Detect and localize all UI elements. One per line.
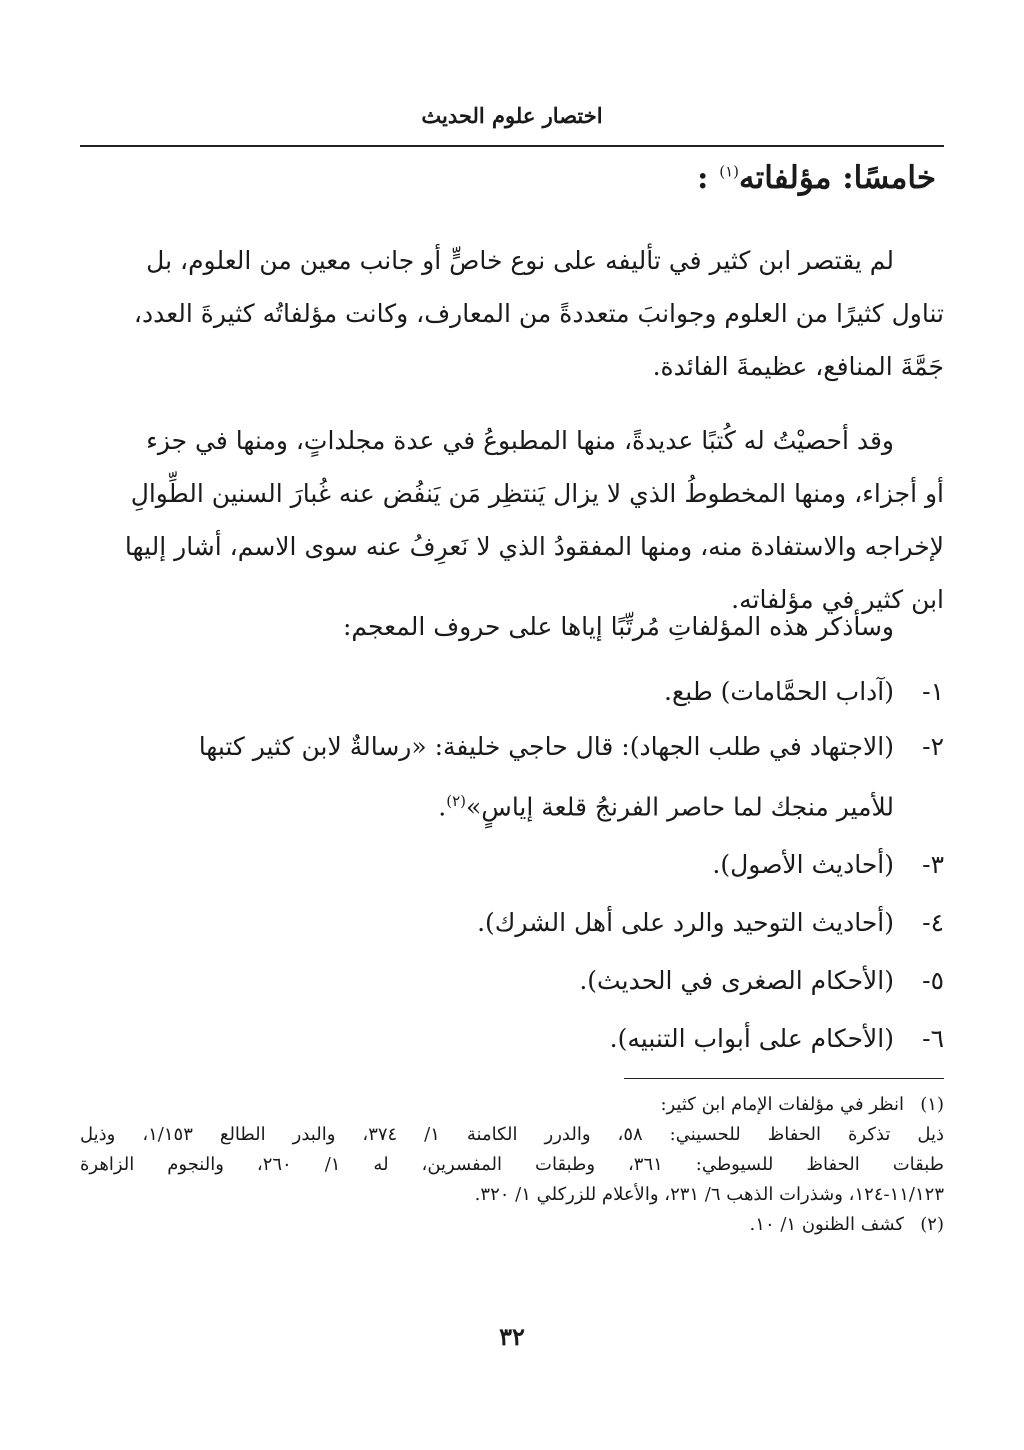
footnote-number: (١) bbox=[920, 1094, 944, 1115]
footnote-number: (٢) bbox=[920, 1214, 944, 1235]
paragraph-line: ابن كثير في مؤلفاته. bbox=[731, 585, 944, 614]
item-number: ٥- bbox=[922, 966, 944, 996]
list-item bbox=[80, 895, 944, 950]
item-text: (الاجتهاد في طلب الجهاد): قال حاجي خليفة: «رسالةٌ لابن كثير كتبها bbox=[198, 732, 894, 761]
item-text: (آداب الحمَّامات) طبع. bbox=[664, 677, 894, 706]
list-item bbox=[80, 953, 944, 1008]
item-text: (الأحكام على أبواب التنبيه). bbox=[609, 1024, 894, 1054]
list-item bbox=[80, 837, 944, 892]
paragraph-2 bbox=[80, 414, 944, 626]
item-number: ٤- bbox=[922, 908, 944, 938]
item-number: ١- bbox=[922, 677, 944, 706]
section-title-colon: : bbox=[696, 160, 709, 196]
paragraph-line: لم يقتصر ابن كثير في تأليفه على نوع خاصٍّ أو جانب معين من العلوم، بل bbox=[146, 246, 894, 275]
list-intro: وسأذكر هذه المؤلفاتِ مُرتِّبًا إياها على حروف المعجم: bbox=[342, 612, 894, 641]
footnote-line: ١١/١٢٣-١٢٤، وشذرات الذهب ٦/ ٢٣١، والأعلام للزركلي ١/ ٣٢٠. bbox=[474, 1184, 944, 1205]
footnote-ref-2[interactable]: (٢) bbox=[446, 792, 466, 810]
footnote-2 bbox=[80, 1210, 944, 1240]
item-number: ٣- bbox=[922, 850, 944, 880]
item-text: (الأحكام الصغرى في الحديث). bbox=[579, 966, 894, 996]
footnotes bbox=[80, 1090, 944, 1240]
item-number: ٦- bbox=[922, 1024, 944, 1054]
footnote-line: طبقات الحفاظ للسيوطي: ٣٦١، وطبقات المفسرين، له ١/ ٢٦٠، والنجوم الزاهرة bbox=[80, 1154, 944, 1175]
list-item bbox=[80, 664, 944, 719]
section-title-text: خامسًا: مؤلفاته bbox=[739, 160, 936, 196]
item-text: (أحاديث الأصول). bbox=[712, 850, 894, 880]
running-head: اختصار علوم الحديث bbox=[421, 103, 603, 128]
footnote-text: كشف الظنون ١/ ١٠. bbox=[749, 1214, 904, 1235]
works-list bbox=[80, 664, 944, 1066]
footnote-1-sources bbox=[80, 1120, 944, 1210]
paragraph-line: وقد أحصيْتُ له كُتبًا عديدةً، منها المطبوعُ في عدة مجلداتٍ، ومنها في جزء bbox=[146, 426, 894, 455]
page-number: ٣٢ bbox=[499, 1322, 525, 1351]
paragraph-line: لإخراجه والاستفادة منه، ومنها المفقودُ الذي لا نَعرِفُ عنه سوى الاسم، أشار إليها bbox=[124, 532, 944, 561]
list-item bbox=[80, 1011, 944, 1066]
item-text-continued: للأمير منجك لما حاصر الفرنجُ قلعة إياسٍ»$^{(٢)}$. bbox=[438, 792, 894, 822]
item-end-mark: . bbox=[438, 792, 447, 822]
paragraph-line: أو أجزاء، ومنها المخطوطُ الذي لا يزال يَنتظِر مَن يَنفُض عنه غُبارَ السنين الطِّوالِ bbox=[130, 479, 944, 508]
paragraph-1 bbox=[80, 234, 944, 393]
book-page bbox=[80, 0, 944, 1450]
footnote-ref-1[interactable]: (١) bbox=[719, 162, 739, 181]
footnote-rule bbox=[624, 1078, 944, 1079]
item-number: ٢- bbox=[922, 732, 944, 761]
header-rule bbox=[80, 145, 944, 147]
paragraph-line: تناول كثيرًا من العلوم وجوانبَ متعددةً من المعارف، وكانت مؤلفاتُه كثيرةَ العدد، bbox=[133, 299, 944, 328]
paragraph-line: جَمَّةَ المنافع، عظيمةَ الفائدة. bbox=[652, 352, 944, 381]
footnote-text: انظر في مؤلفات الإمام ابن كثير: bbox=[660, 1094, 904, 1115]
footnote-line: ذيل تذكرة الحفاظ للحسيني: ٥٨، والدرر الكامنة ١/ ٣٧٤، والبدر الطالع ١/١٥٣، وذيل bbox=[80, 1124, 944, 1145]
section-title bbox=[697, 160, 936, 196]
list-item bbox=[80, 719, 944, 834]
item-text: (أحاديث التوحيد والرد على أهل الشرك). bbox=[477, 908, 894, 938]
footnote-1 bbox=[80, 1090, 944, 1120]
